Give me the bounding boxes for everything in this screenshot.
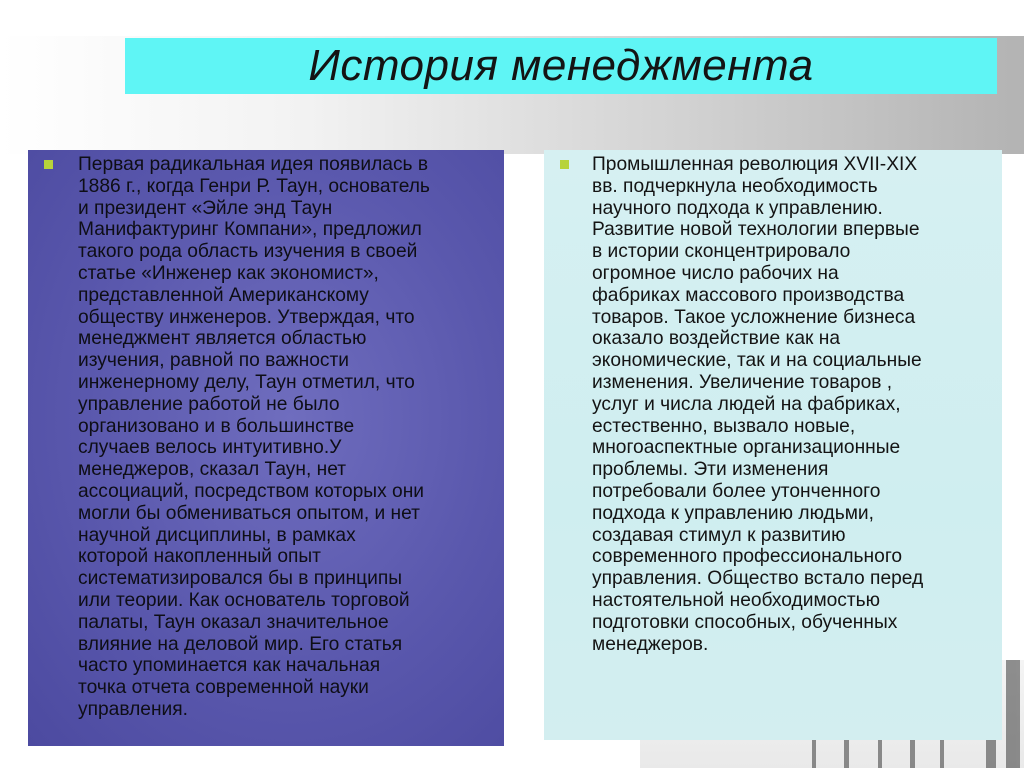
title-banner bbox=[125, 38, 997, 94]
slide-title: История менеджмента bbox=[308, 41, 814, 90]
right-paragraph: Промышленная революция XVII-XIX вв. подчеркнула необходимость научного подхода к управлению. Развитие новой технологии впервые в истории сконцентрировало огромное число рабочих на фабриках массового производства товаров. Такое усложнение бизнеса оказало воздействие как на экономические, так и на социальные изменения. Увеличение товаров , услуг и числа людей на фабриках, естественно, вызвало новые, многоаспектные организационные проблемы. Эти изменения потребовали более утонченного подхода к управлению людьми, создавая стимул к развитию современного профессионального управления. Общество встало перед настоятельной необходимостью подготовки способных, обученных менеджеров. bbox=[592, 154, 924, 655]
left-paragraph: Первая радикальная идея появилась в 1886 г., когда Генри Р. Таун, основатель и президент «Эйле энд Таун Манифактуринг Компани», предложил такого рода область изучения в своей статье «Инженер как экономист», представленной Американскому обществу инженеров. Утверждая, что менеджмент является областью изучения, равной по важности инженерному делу, Таун отметил, что управление работой не было организовано и в большинстве случаев велось интуитивно.У менеджеров, сказал Таун, нет ассоциаций, посредством которых они могли бы обмениваться опытом, и нет научной дисциплины, в рамках которой накопленный опыт систематизировался бы в принципы или теории. Как основатель торговой палаты, Таун оказал значительное влияние на деловой мир. Его статья часто упоминается как начальная точка отчета современной науки управления. bbox=[78, 154, 430, 720]
left-bullet-icon bbox=[44, 160, 53, 169]
right-bullet-icon bbox=[560, 160, 569, 169]
